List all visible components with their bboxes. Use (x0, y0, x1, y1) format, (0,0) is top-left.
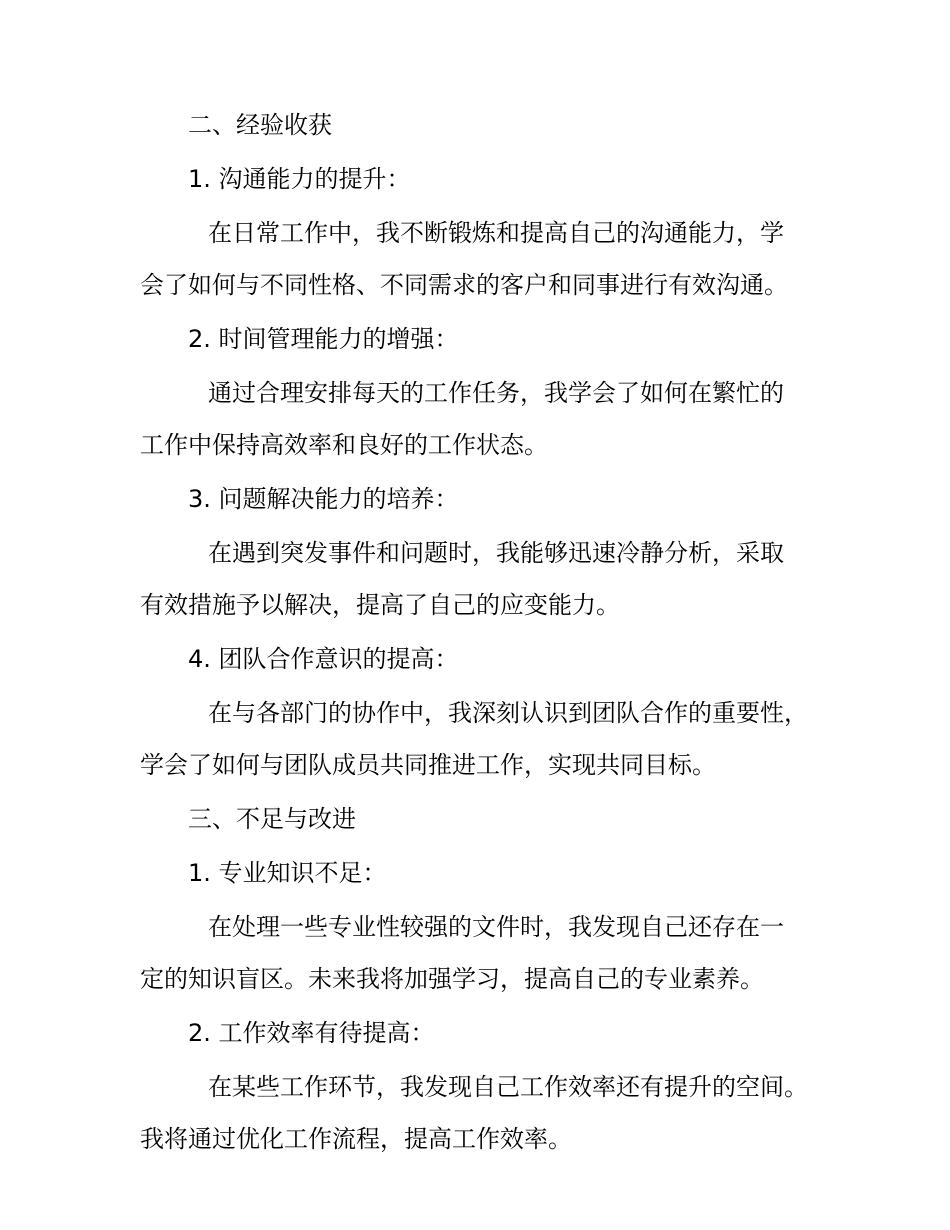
item-heading-problem-solving: 3. 问题解决能力的培养： (188, 485, 459, 513)
paragraph-line: 在日常工作中，我不断锻炼和提高自己的沟通能力，学 (208, 219, 784, 247)
paragraph-problem-solving (140, 536, 820, 622)
paragraph-teamwork (140, 696, 820, 782)
paragraph-line: 在遇到突发事件和问题时，我能够迅速冷静分析，采取 (208, 539, 784, 567)
paragraph-line: 会了如何与不同性格、不同需求的客户和同事进行有效沟通。 (140, 271, 788, 299)
item-heading-efficiency: 2. 工作效率有待提高： (188, 1019, 435, 1047)
section-title-experience: 二、经验收获 (188, 111, 332, 139)
paragraph-line: 工作中保持高效率和良好的工作状态。 (140, 431, 548, 459)
paragraph-line: 定的知识盲区。未来我将加强学习，提高自己的专业素养。 (140, 965, 764, 993)
item-heading-time-management: 2. 时间管理能力的增强： (188, 325, 459, 353)
document-page (140, 108, 820, 1176)
paragraph-line: 在与各部门的协作中，我深刻认识到团队合作的重要性， (208, 699, 808, 727)
paragraph-line: 在处理一些专业性较强的文件时，我发现自己还存在一 (208, 913, 784, 941)
paragraph-communication (140, 216, 820, 302)
paragraph-line: 通过合理安排每天的工作任务，我学会了如何在繁忙的 (208, 379, 784, 407)
paragraph-line: 学会了如何与团队成员共同推进工作，实现共同目标。 (140, 751, 716, 779)
section-title-improvement: 三、不足与改进 (188, 805, 356, 833)
paragraph-time-management (140, 376, 820, 462)
paragraph-line: 有效措施予以解决，提高了自己的应变能力。 (140, 591, 620, 619)
paragraph-line: 我将通过优化工作流程，提高工作效率。 (140, 1125, 572, 1153)
paragraph-line: 在某些工作环节，我发现自己工作效率还有提升的空间。 (208, 1073, 808, 1101)
item-heading-communication: 1. 沟通能力的提升： (188, 165, 411, 193)
item-heading-knowledge: 1. 专业知识不足： (188, 859, 387, 887)
item-heading-teamwork: 4. 团队合作意识的提高： (188, 645, 459, 673)
paragraph-knowledge (140, 910, 820, 996)
paragraph-efficiency (140, 1070, 820, 1156)
